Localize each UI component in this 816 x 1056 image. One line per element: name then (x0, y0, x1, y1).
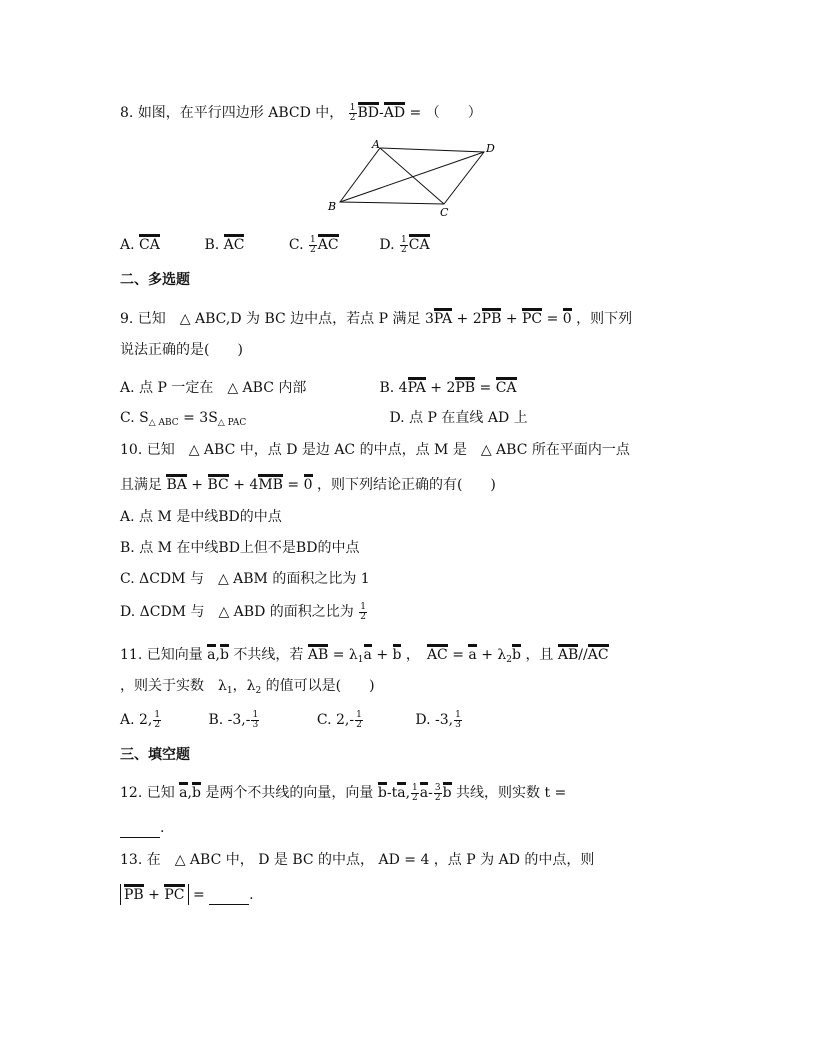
label-d: D (486, 142, 495, 155)
vec-pb: PB (124, 884, 144, 902)
vec-b: b (220, 644, 229, 662)
label-c: C (440, 206, 449, 216)
q10-option-a[interactable]: A. 点 M 是中线BD的中点 (120, 509, 282, 525)
vec-pb: PB (455, 377, 475, 395)
q9-option-a[interactable]: A. 点 P 一定在 △ ABC 内部 (120, 380, 307, 396)
q11-option-a[interactable]: A. 2, $\frac{1}{2}$ (120, 709, 161, 730)
abs-value: PB + PC (120, 884, 189, 905)
vec-bd: BD (358, 102, 380, 120)
vec-ac: AC (224, 234, 245, 252)
vec-pc: PC (164, 884, 184, 902)
vec-ac: AC (318, 234, 339, 252)
vec-zero: 0 (563, 308, 572, 326)
q13-answer-blank[interactable] (209, 890, 249, 905)
vec-mb: MB (258, 474, 283, 492)
q10-option-c[interactable]: C. ΔCDM 与 △ ABM 的面积之比为 1 (120, 571, 370, 587)
q8-stem: 8. (120, 105, 134, 121)
vec-zero: 0 (304, 474, 313, 492)
q9-option-b[interactable]: B. 4PA + 2PB = CA (379, 377, 516, 398)
q8-options (120, 234, 430, 255)
section-multi-choice: 二、多选题 (120, 272, 190, 288)
q8-option-a[interactable]: A. CA (120, 234, 200, 255)
q8-option-c[interactable]: C. $\frac{1}{2}$ AC (288, 234, 339, 255)
q8-option-b[interactable]: B. AC (204, 234, 284, 255)
q9-line2: 说法正确的是( ) (120, 342, 243, 358)
q13-line1: 13. 在 △ ABC 中， D 是 BC 的中点， AD = 4 ，点 P 为 AD 的中点，则 (120, 852, 595, 868)
vec-ba: BA (166, 474, 186, 492)
vec-ca: CA (409, 234, 430, 252)
vec-pa: PA (434, 308, 452, 326)
q10-line2: 且满足 BA + BC + 4MB = 0 ，则下列结论正确的有( ) (120, 474, 496, 495)
vec-bc: BC (208, 474, 229, 492)
q9-option-d[interactable]: D. 点 P 在直线 AD 上 (389, 410, 528, 426)
vec-pa: PA (408, 377, 426, 395)
diagonal-bd (340, 152, 484, 202)
vec-ca: CA (139, 234, 160, 252)
q11-line1: 11. 已知向量 a,b 不共线，若 AB = $\lambda_1a + b$ ， AC = $a + \lambda_2b$ ，且 AB//AC (120, 644, 609, 670)
label-b: B (328, 200, 337, 213)
q9-line1: 9. 已知 △ ABC,D 为 BC 边中点，若点 P 满足 3PA + 2PB + PC = 0 ，则下列 (120, 308, 632, 329)
q12-line1: 12. 已知 a,b 是两个不共线的向量，向量 b-ta, $\frac{1}{2}$ a- $\frac{3}{2}$ b 共线，则实数 t = (120, 782, 567, 803)
q11-option-b[interactable]: B. -3,- $\frac{1}{3}$ (208, 709, 259, 730)
q12-answer-blank[interactable]: . (120, 818, 164, 838)
q8-stem-text: 如图，在平行四边形 ABCD 中， (137, 105, 344, 121)
q11-options (120, 710, 463, 730)
vec-ac: AC (427, 644, 448, 662)
q11-option-d[interactable]: D. -3, $\frac{1}{3}$ (415, 709, 461, 730)
parallelogram-figure (320, 136, 520, 216)
q10-option-b[interactable]: B. 点 M 在中线BD上但不是BD的中点 (120, 540, 360, 556)
q8-option-d[interactable]: D. $\frac{1}{2}$ CA (379, 234, 430, 255)
vec-ca: CA (496, 377, 517, 395)
q9-options-ab (120, 377, 517, 398)
vec-ab: AB (308, 644, 328, 662)
label-a: A (372, 138, 380, 151)
vec-pb: PB (482, 308, 502, 326)
q11-line2: ，则关于实数 $\lambda_1$，$\lambda_2$ 的值可以是( ) (120, 678, 375, 696)
half-fraction: $\frac{1}{2}$ (349, 102, 356, 123)
vec-ad: AD (384, 102, 405, 120)
vec-a: a (207, 644, 215, 662)
q10-option-d[interactable]: D. ΔCDM 与 △ ABD 的面积之比为 $\frac{1}{2}$ (120, 601, 366, 622)
section-fill-blank: 三、填空题 (120, 747, 190, 763)
q8-tail: = （ ） (409, 105, 482, 121)
q9-options-cd (120, 408, 528, 433)
q9-option-c[interactable]: C. $S_{\triangle ABC} = 3S_{\triangle PAC}$ (120, 410, 247, 428)
diagonal-ac (380, 148, 444, 204)
vec-pc: PC (522, 308, 542, 326)
q10-line1: 10. 已知 △ ABC 中，点 D 是边 AC 的中点，点 M 是 △ ABC 所在平面内一点 (120, 442, 630, 458)
q8-line: 8. 如图，在平行四边形 ABCD 中， $\frac{1}{2}$ BD-AD = （ ） (120, 102, 482, 123)
q11-option-c[interactable]: C. 2,- $\frac{1}{2}$ (316, 709, 362, 730)
q13-line2: PB + PC = . (120, 884, 254, 905)
